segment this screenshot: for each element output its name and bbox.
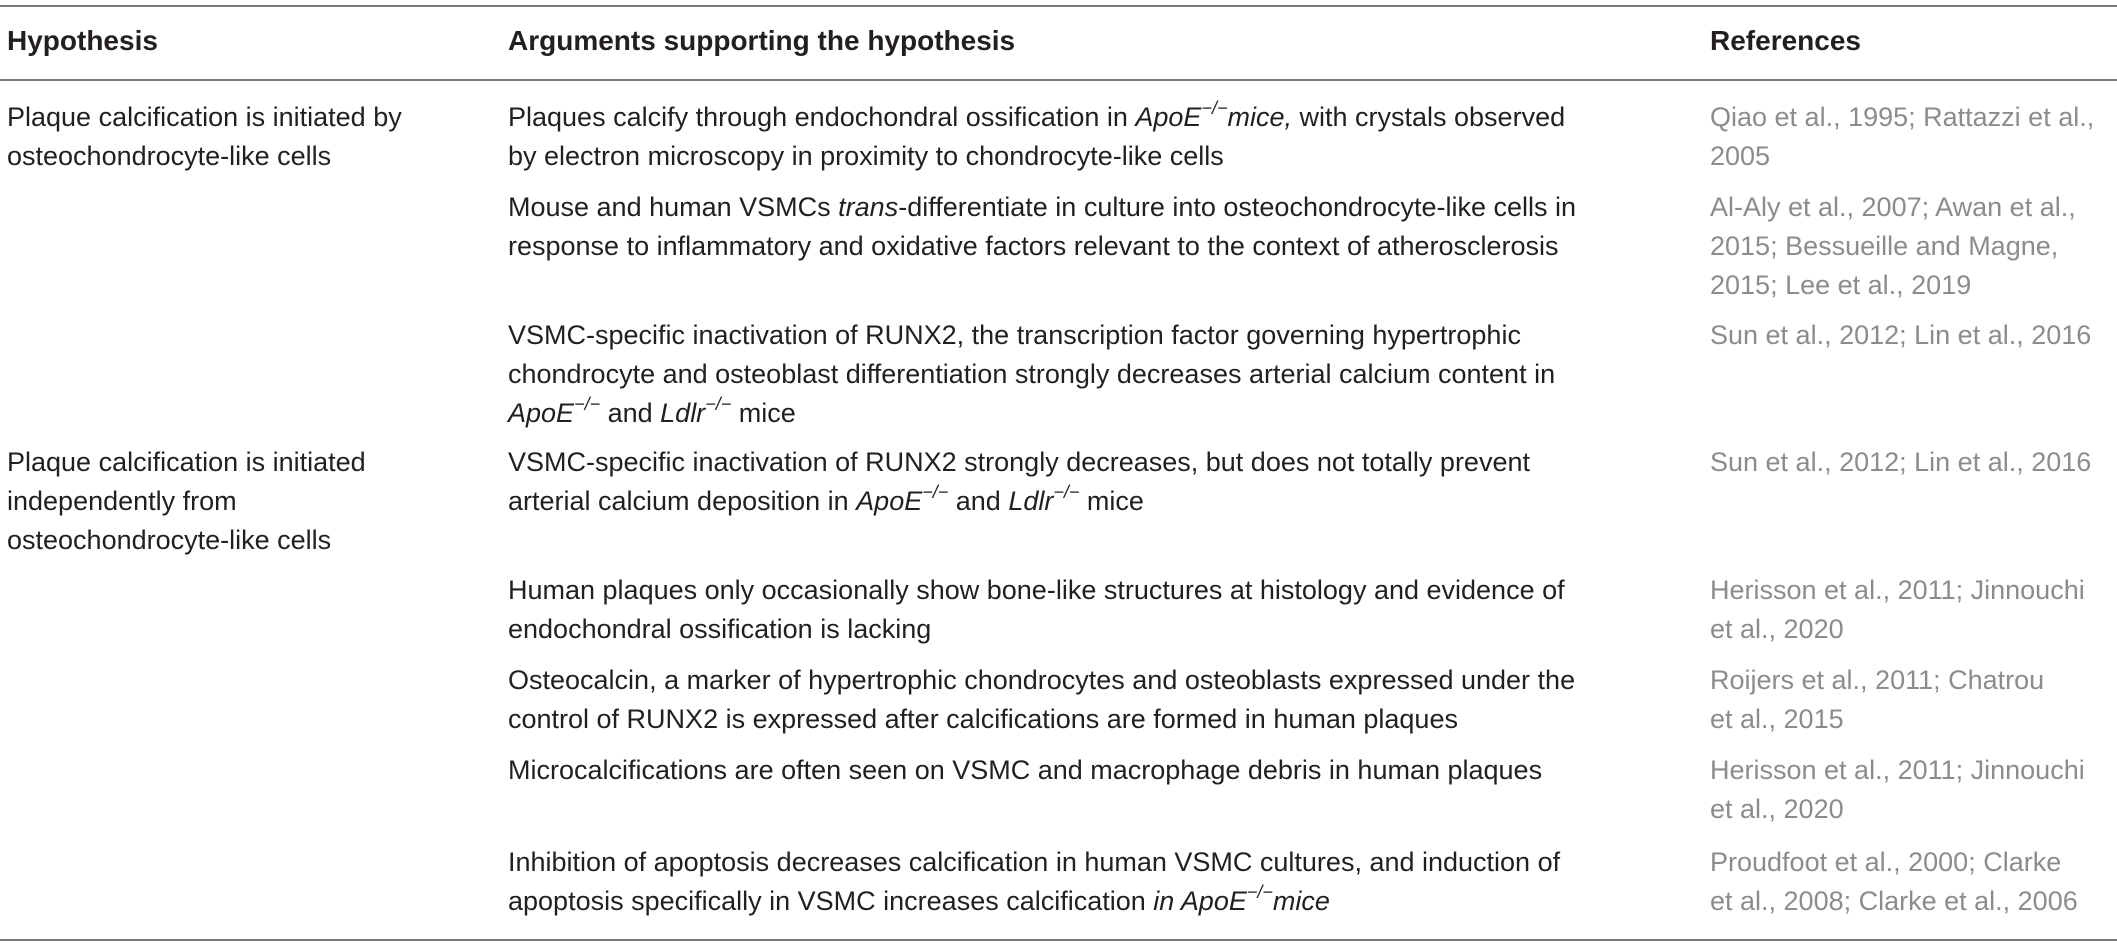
reference-row-3 xyxy=(1710,316,2091,355)
reference-line: Herisson et al., 2011; Jinnouchi xyxy=(1710,575,2085,605)
argument-line: Plaques calcify through endochondral ossification in ApoE−/−mice, with crystals observed xyxy=(508,98,1566,132)
argument-line: VSMC-specific inactivation of RUNX2 strongly decreases, but does not totally prevent xyxy=(508,447,1530,477)
header-hypothesis: Hypothesis xyxy=(7,25,158,56)
argument-row-5 xyxy=(508,571,1565,649)
argument-line: response to inflammatory and oxidative factors relevant to the context of atherosclerosis xyxy=(508,231,1559,261)
reference-line: et al., 2008; Clarke et al., 2006 xyxy=(1710,886,2078,916)
argument-row-7 xyxy=(508,751,1542,790)
reference-line: Roijers et al., 2011; Chatrou xyxy=(1710,665,2045,695)
argument-line: apoptosis specifically in VSMC increases calcification in ApoE−/−mice xyxy=(508,882,1330,916)
argument-row-2 xyxy=(508,188,1576,266)
header-arguments: Arguments supporting the hypothesis xyxy=(508,25,1016,56)
argument-row-4 xyxy=(508,443,1530,521)
reference-row-8 xyxy=(1710,843,2078,921)
reference-line: Sun et al., 2012; Lin et al., 2016 xyxy=(1710,447,2092,477)
header-rule xyxy=(0,79,2117,81)
table-bottom-rule xyxy=(0,939,2117,941)
argument-line: arterial calcium deposition in ApoE−/− and Ldlr−/− mice xyxy=(508,482,1144,516)
header-references: References xyxy=(1710,25,1861,56)
hypothesis-1-line-2: osteochondrocyte-like cells xyxy=(7,141,332,171)
reference-line: Sun et al., 2012; Lin et al., 2016 xyxy=(1710,320,2092,350)
hypothesis-2-line-3: osteochondrocyte-like cells xyxy=(7,525,332,555)
reference-line: 2015; Bessueille and Magne, xyxy=(1710,231,2059,261)
reference-line: 2015; Lee et al., 2019 xyxy=(1710,270,1972,300)
argument-line: Microcalcifications are often seen on VSMC and macrophage debris in human plaques xyxy=(508,755,1543,785)
reference-line: et al., 2020 xyxy=(1710,794,1844,824)
argument-row-1 xyxy=(508,98,1565,176)
reference-row-1 xyxy=(1710,98,2094,176)
argument-line: endochondral ossification is lacking xyxy=(508,614,932,644)
argument-row-8 xyxy=(508,843,1560,921)
argument-row-3 xyxy=(508,316,1555,433)
hypothesis-1-line-1: Plaque calcification is initiated by xyxy=(7,102,402,132)
hypothesis-2 xyxy=(7,443,366,560)
argument-line: control of RUNX2 is expressed after calcifications are formed in human plaques xyxy=(508,704,1458,734)
hypothesis-2-line-2: independently from xyxy=(7,486,237,516)
hypothesis-1 xyxy=(7,98,402,176)
reference-line: Al-Aly et al., 2007; Awan et al., xyxy=(1710,192,2076,222)
hypothesis-2-line-1: Plaque calcification is initiated xyxy=(7,447,366,477)
argument-line: by electron microscopy in proximity to chondrocyte-like cells xyxy=(508,141,1224,171)
reference-row-6 xyxy=(1710,661,2044,739)
reference-line: et al., 2015 xyxy=(1710,704,1844,734)
reference-row-7 xyxy=(1710,751,2085,829)
argument-row-6 xyxy=(508,661,1575,739)
reference-line: et al., 2020 xyxy=(1710,614,1844,644)
table-top-rule xyxy=(0,5,2117,7)
argument-line: Human plaques only occasionally show bone-like structures at histology and evidence of xyxy=(508,575,1565,605)
reference-line: Herisson et al., 2011; Jinnouchi xyxy=(1710,755,2085,785)
reference-row-5 xyxy=(1710,571,2085,649)
argument-line: VSMC-specific inactivation of RUNX2, the transcription factor governing hypertrophic xyxy=(508,320,1521,350)
argument-line: ApoE−/− and Ldlr−/− mice xyxy=(508,394,796,428)
reference-line: 2005 xyxy=(1710,141,1771,171)
argument-line: chondrocyte and osteoblast differentiation strongly decreases arterial calcium content in xyxy=(508,359,1556,389)
reference-row-2 xyxy=(1710,188,2076,305)
argument-line: Inhibition of apoptosis decreases calcification in human VSMC cultures, and induction of xyxy=(508,847,1561,877)
reference-row-4 xyxy=(1710,443,2091,482)
argument-line: Osteocalcin, a marker of hypertrophic chondrocytes and osteoblasts expressed under the xyxy=(508,665,1576,695)
argument-line: Mouse and human VSMCs trans-differentiate in culture into osteochondrocyte-like cells in xyxy=(508,192,1577,222)
reference-line: Proudfoot et al., 2000; Clarke xyxy=(1710,847,2062,877)
reference-line: Qiao et al., 1995; Rattazzi et al., xyxy=(1710,102,2095,132)
